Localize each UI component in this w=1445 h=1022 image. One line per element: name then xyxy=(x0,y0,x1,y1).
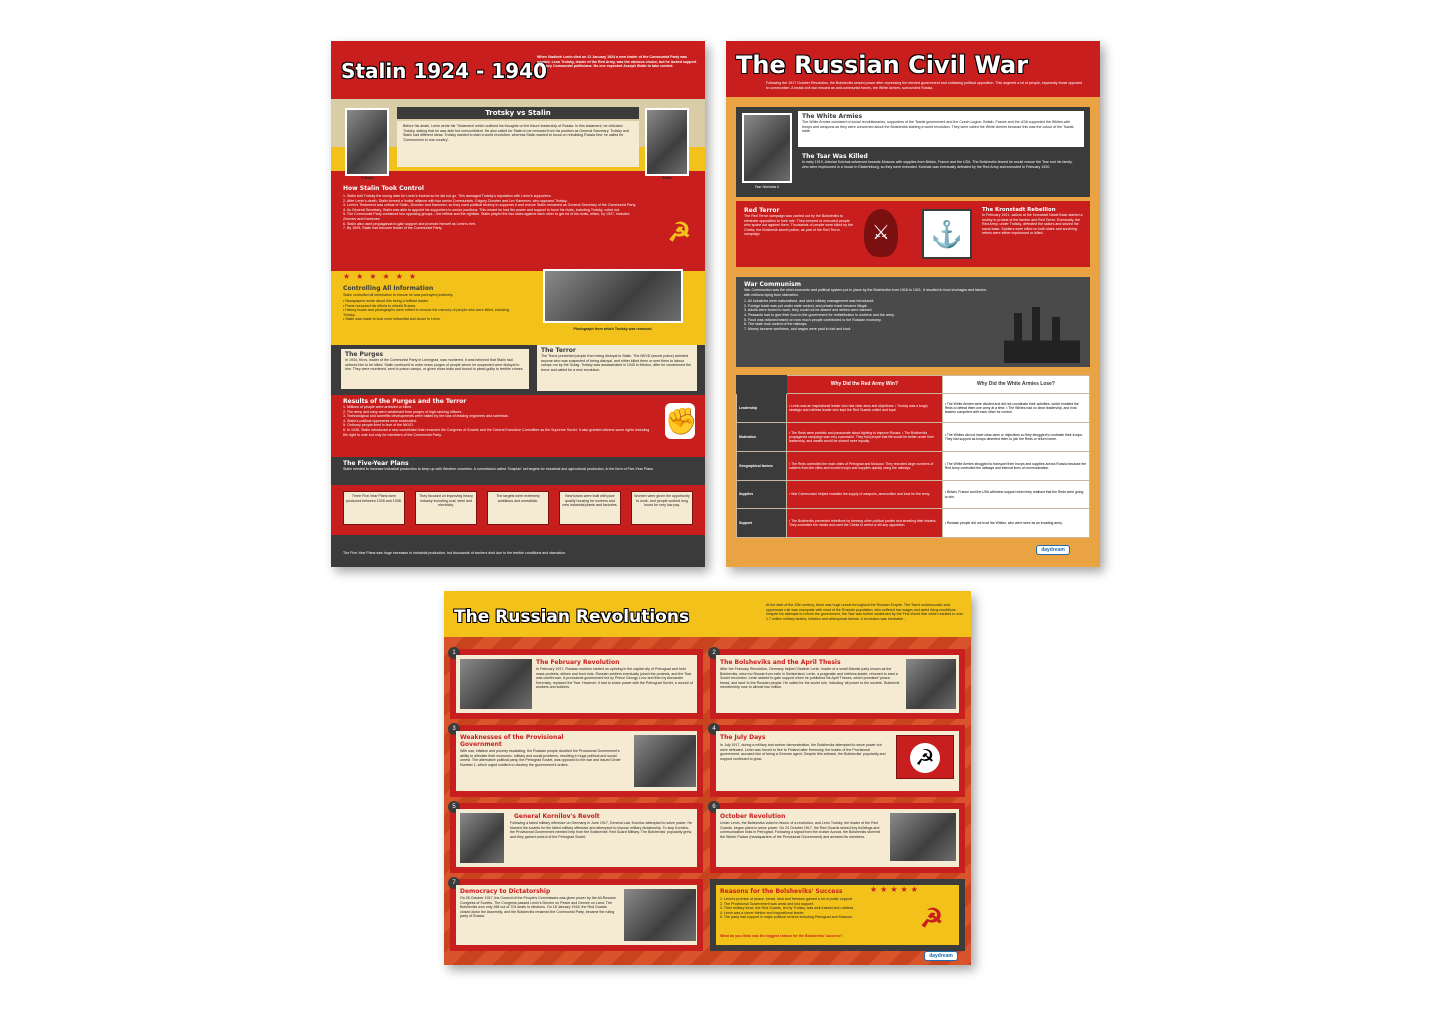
fyp-card-text: The targets were extremely ambitious and unrealistic. xyxy=(496,494,540,503)
results-item: 6. In 1936, Stalin introduced a new constitution that renamed the Congress of Soviets and the Central Executive Committee as the Supreme Soviet. It also granted citizens some rights including the right to vote but only for members of the Communist Party. xyxy=(343,427,650,437)
stalin-intro: When Vladimir Lenin died on 21 January 1924 a new leader of the Communist Party was needed. Leon Trotsky, leader of the Red Army, was the obvious choice, but he lacked support from key Communist politicians. No one expected Joseph Stalin to take control. xyxy=(537,55,697,69)
tsar-card xyxy=(798,151,1084,193)
why-table xyxy=(736,375,1090,538)
kronstadt-poster-icon: ⚓ xyxy=(922,209,972,259)
section-number-badge: 5 xyxy=(448,801,460,813)
table-head-red: Why Did the Red Army Win? xyxy=(787,376,943,394)
rev-section-6 xyxy=(710,803,965,873)
kr-text: In February 1921, sailors at the Kronstadt Naval Base started a mutiny in protest of the famine and Red Terror. Eventually, the Red Army, under Trotsky, defeated the sailors and seized the naval base. Soldiers were killed on both sides and surviving rebels were either imprisoned or killed. xyxy=(982,213,1083,236)
reasons-question: What do you think was the biggest reason for the Bolsheviks' success? xyxy=(720,934,843,938)
table-cell-white: • The White Armies struggled to transport their troops and supplies across Russia because the Red Army controlled the railways and internal lines of communication. xyxy=(942,452,1089,481)
rev-heading-2: The Bolsheviks and the April Thesis xyxy=(720,659,841,666)
fyp-section xyxy=(331,457,705,567)
war-communism-section xyxy=(736,277,1090,367)
raised-fist-icon: ✊ xyxy=(665,403,695,439)
section-number-badge: 1 xyxy=(448,647,460,659)
rev-header xyxy=(444,591,971,637)
section-number-badge: 7 xyxy=(448,877,460,889)
kronstadt-card xyxy=(980,205,1086,263)
red-terror-card xyxy=(742,205,858,263)
wc-item: 6. The state took control of the railways. xyxy=(744,322,808,327)
fyp-card xyxy=(559,491,621,525)
rev-heading-4: The July Days xyxy=(720,734,766,741)
lenin-photo xyxy=(906,659,956,709)
tvs-heading: Trotsky vs Stalin xyxy=(485,109,551,117)
table-cell-white: • The Whites did not have clear aims or objectives so they struggled to motivate their troops. They lost support as troops deserted them to join the Reds or return home. xyxy=(942,423,1089,452)
kr-heading: The Kronstadt Rebellion xyxy=(982,207,1056,213)
results-item: 5. Ordinary people lived in fear of the NKVD. xyxy=(343,423,414,428)
cai-section xyxy=(331,271,705,345)
results-section xyxy=(331,395,705,457)
civilwar-header xyxy=(726,41,1100,97)
rev-heading-5: General Kornilov's Revolt xyxy=(514,813,600,820)
rev-heading-6: October Revolution xyxy=(720,813,786,820)
hammer-sickle-icon: ☭ xyxy=(920,903,944,933)
results-item: 1. Millions of people were arrested or killed. xyxy=(343,405,413,409)
table-row-label: Leadership xyxy=(737,394,787,423)
reasons-item: 4. Lenin was a clever thinker and inspirational leader. xyxy=(720,910,805,915)
table-cell-red: • War Communism helped maintain the supply of weapons, ammunition and food for the army. xyxy=(787,481,943,509)
table-row xyxy=(737,452,1090,481)
table-cell-red: • The Reds controlled the main cities of Petrograd and Moscow. They recruited large numbers of soldiers from the cities and moved troops and supplies quickly using the railways. xyxy=(787,452,943,481)
rev-intro: At the start of the 20th century, there was huge unrest throughout the Russian Empire. The Tsar's undemocratic and oppressive rule was unpopular with most of the Russian population, who suffered low wages and awful living conditions. Despite his attempts to reform the government, the Tsar was further weakened by the First World War which resulted in over 1.7 million military deaths, inflation and widespread famine. A revolution was inevitable... xyxy=(766,603,964,621)
why-table-wrap xyxy=(736,375,1090,541)
fyp-card xyxy=(631,491,693,525)
table-row-label: Support xyxy=(737,509,787,538)
results-item: 3. Technological and scientific developments were halted by the loss of leading engineers and scientists. xyxy=(343,414,509,419)
results-list xyxy=(343,405,653,437)
fyp-card xyxy=(487,491,549,525)
february-photo xyxy=(460,659,532,709)
how-item: 6. Stalin also used propaganda to gain support and promote himself as Lenin's heir. xyxy=(343,221,476,226)
fyp-card xyxy=(415,491,477,525)
how-heading: How Stalin Took Control xyxy=(343,185,424,192)
table-cell-white: • The White Armies were divided and did not coordinate their activities, which enabled the Reds to defeat them one army at a time. • The Whites had no clear leadership, and rival leaders competed with each other for control. xyxy=(942,394,1089,423)
cai-list xyxy=(343,299,513,322)
how-section xyxy=(331,181,705,271)
table-row xyxy=(737,481,1090,509)
rev-heading-7: Democracy to Dictatorship xyxy=(460,888,551,895)
rev-text-1: In February 1917, Russian workers started an uprising in the capital city of Petrograd and held mass protests, strikes and food riots. Russian soldiers eventually joined the protests, and the Tsar was overthrown. A provisional government led by Prince Georgy Lvov and then by Alexander Kerensky, replaced the Tsar. However, it had to share power with the Petrograd Soviet, a council of workers and soldiers. xyxy=(536,667,693,690)
fyp-card-text: Three Five-Year Plans were produced between 1928 and 1938. xyxy=(346,494,402,503)
rt-heading: Red Terror xyxy=(744,207,780,214)
stalin-header xyxy=(331,41,705,99)
wc-item: 2. Foreign trade was put under state control, and private trade became illegal. xyxy=(744,303,868,308)
tsar-caption: Tsar Nicholas II xyxy=(754,185,780,189)
table-cell-red: • The Reds were patriotic and passionate about fighting to improve Russia. • The Bolsheviks propaganda campaign was very successful. They told people that life would be better under their leadership, and wealth would be shared more equally. xyxy=(787,423,943,452)
section-number-badge: 4 xyxy=(708,723,720,735)
purges-card xyxy=(341,349,529,389)
stars-icon: ★★★★★★ xyxy=(343,272,423,281)
daydream-logo: daydream xyxy=(924,951,958,961)
how-item: 3. Lenin's Testament was critical of Stalin, Zinoviev and Kamenev, so they used political trickery to suppress it and ensure Stalin remained as General Secretary of the Communist Party. xyxy=(343,203,637,208)
table-cell-white: • Britain, France and the USA withdrew support when they realised that the Reds were going to win. xyxy=(942,481,1089,509)
fyp-cards xyxy=(343,491,693,531)
hammer-sickle-icon: ☭ xyxy=(910,743,940,773)
chimney-icon xyxy=(1052,317,1060,343)
how-list xyxy=(343,194,643,231)
rev-text-2: After the February Revolution, Germany helped Vladimir Lenin, leader of a small Marxist party known as the Bolsheviks, return to Russia from exile in Switzerland. Lenin, a pragmatic and ruthless leader, returned to start a Soviet revolution. Lenin started to gain support when he published his April Theses, which promised 'peace, bread, and land' to the Russian people. He called for the soviet rule, including 'all power to the soviets'. Bolshevik membership rose to almost two million. xyxy=(720,667,900,690)
lenin-soldiers-photo xyxy=(634,735,696,787)
table-row xyxy=(737,394,1090,423)
daydream-logo: daydream xyxy=(1036,545,1070,555)
civilwar-title: The Russian Civil War xyxy=(736,51,1029,79)
fyp-card xyxy=(343,491,405,525)
results-heading: Results of the Purges and the Terror xyxy=(343,398,467,405)
how-item: 2. After Lenin's death, Stalin formed a 'troika' alliance with two senior Communists, Grigory Zinoviev and Lev Kamenev, who opposed Trotsky. xyxy=(343,198,568,203)
tvs-card xyxy=(397,121,639,167)
terror-kronstadt-band xyxy=(736,201,1090,267)
section-number-badge: 3 xyxy=(448,723,460,735)
stalin-caption: Stalin xyxy=(662,176,672,180)
cai-item: • History books and photographs were edited to remove the memory of people who were killed, including Trotsky. xyxy=(343,308,510,317)
wc-item: 3. Adults were forced to work, they could not be absent and strikes were banned. xyxy=(744,308,873,313)
rev-heading-1: The February Revolution xyxy=(536,659,620,666)
how-item: 7. By 1929, Stalin had become leader of the Communist Party. xyxy=(343,226,443,231)
wc-item: 7. Money became worthless, and wages were paid in fuel and food. xyxy=(744,326,852,331)
table-row-label: Geographical factors xyxy=(737,452,787,481)
stars-icon: ★★★★★ xyxy=(870,885,921,894)
rev-section-5 xyxy=(450,803,703,873)
trotsky-photo xyxy=(345,108,389,176)
table-head-white: Why Did the White Armies Lose? xyxy=(942,376,1089,394)
section-number-badge: 6 xyxy=(708,801,720,813)
table-row xyxy=(737,509,1090,538)
red-guard-photo xyxy=(624,889,696,941)
tsar-text: In early 1919, Admiral Kolchak advanced towards Moscow with supplies from Britain, France and the USA. The Bolsheviks feared he would rescue the Tsar and his family, who were imprisoned in a house in Ekaterinburg, so they were executed. Kolchak was eventually defeated by the Red Army and executed in February 1920. xyxy=(802,160,1073,169)
factory-silhouette-icon xyxy=(1004,307,1080,363)
tvs-heading-bar xyxy=(397,107,639,119)
wc-item: 1. All industries were nationalised, and strict military management was introduced. xyxy=(744,299,875,304)
results-item: 4. Stalin's political opponents were eradicated. xyxy=(343,418,417,423)
fyp-card-text: They focused on improving heavy industry including coal, steel and electricity. xyxy=(419,494,473,508)
how-item: 1. Stalin told Trotsky the wrong date for Lenin's funeral so he did not go. This damaged Trotsky's reputation with Lenin's supporters. xyxy=(343,194,552,198)
table-cell-white: • Russian people did not trust the Whites, who were seen as an invading army. xyxy=(942,509,1089,538)
fyp-card-text: Women were given the opportunity to work, and people worked long hours for very low pay. xyxy=(634,494,690,508)
bolshevik-flag-icon xyxy=(896,735,954,779)
how-item: 5. The Communist Party contained two opposing groups – the leftists and the rightists. Stalin played the two sides against each other to get rid of his rivals, which, by 1927, included Zinoviev and Kamenev. xyxy=(343,212,630,221)
rev-text-7: On 26 October 1917, the Council of the People's Commissars was given power by the All-Russian Congress of Soviets. The Congress passed Lenin's Decree on Peace and Decree on Land. The Bolsheviks won only 168 out of 703 seats in elections. On 18 January 1918, the Red Guards closed down the Assembly, and the Bolsheviks renamed the Communist Party, became the ruling party of Russia. xyxy=(460,896,616,919)
wc-item: 4. Peasants had to give their food to the government for redistribution to workers and the army. xyxy=(744,312,895,317)
rev-section-4 xyxy=(710,725,965,797)
wc-list xyxy=(744,299,994,331)
rev-title: The Russian Revolutions xyxy=(454,607,690,627)
stalin-title: Stalin 1924 - 1940 xyxy=(341,59,547,83)
section-number-badge: 2 xyxy=(708,647,720,659)
cai-item: • Newspapers wrote about him being a brilliant leader. xyxy=(343,299,429,303)
reasons-item: 5. The party had support in major political centres including Petrograd and Moscow. xyxy=(720,915,853,920)
table-row xyxy=(737,423,1090,452)
rev-section-7 xyxy=(450,879,703,951)
tvs-text: Before his death, Lenin wrote his 'Testament' which outlined his thoughts on the future leadership of Russia. In this testament, he criticised Trotsky, stating that he was able but overconfident. He also called for Stalin to be removed from his position as General Secretary. Trotsky and Stalin had different ideas. Trotsky wanted to start a world revolution, whereas Stalin wanted to focus on rebuilding Russia first; he called for 'Communism in one country'. xyxy=(403,124,629,142)
rev-section-2 xyxy=(710,649,965,719)
fyp-text: Stalin needed to increase industrial production to keep up with Western countries. A commission called 'Gosplan' set targets for industrial and agricultural production, in the form of Five-Year Plans. xyxy=(343,467,654,471)
poster-civil-war xyxy=(726,41,1100,567)
rev-text-4: In July 1917, during a military and worker demonstration, the Bolsheviks attempted to seize power but were defeated. Lenin was forced to flee to Finland after Kerensky, the leader of the Provisional government, accused him of being a German agent. Despite this setback, the Bolsheviks' popularity and support continued to grow. xyxy=(720,743,886,761)
table-row-label: Motivation xyxy=(737,423,787,452)
cai-intro: Stalin controlled all information to ensure he was portrayed positively. xyxy=(343,293,453,297)
stalin-photo xyxy=(645,108,689,176)
tsar-photo xyxy=(742,113,792,183)
purges-heading: The Purges xyxy=(345,351,384,358)
reasons-item: 3. Their military force, the Red Guards, led by Trotsky, was well-trained and ruthless. xyxy=(720,906,855,911)
stalin-footer: The Five-Year Plans saw huge increases in industrial production, but thousands of workers died due to the terrible conditions and starvation. xyxy=(343,551,566,555)
reasons-list xyxy=(720,897,916,920)
reasons-heading: Reasons for the Bolsheviks' Success xyxy=(720,888,843,895)
tsar-heading: The Tsar Was Killed xyxy=(802,153,868,160)
table-cell-red: • The Bolsheviks prevented rebellions by banning other political parties and arresting their leaders. They controlled the media and used the Cheka to arrest or kill any opposition. xyxy=(787,509,943,538)
rev-text-3: With war, inflation and poverty escalating, the Russian people doubted the Provisional Government's ability to alleviate their economic, military and social problems, resulting in huge political and social unrest. The alternative political party, the Petrograd Soviet, was opposed to the war and issued Order Number 1, which urged soldiers to disobey the government's orders. xyxy=(460,749,621,767)
table-row-label: Supplies xyxy=(737,481,787,509)
terror-text: The Terror prevented people from being disloyal to Stalin. The NKVD (secret police) arrested anyone who was suspected of being disloyal, and either killed them or sent them to labour camps run by the Gulag. Trotsky was assassinated in 1940 in Mexico, after he condemned the terror and called for a new revolution. xyxy=(541,354,692,372)
table-cell-red: • Lenin was an inspirational leader who had clear aims and objectives. • Trotsky was a tough, strategic and ruthless leader who kept the Red Guards united and loyal. xyxy=(787,394,943,423)
wc-intro: War Communism was the strict economic and political system put in place by the Bolsheviks from 1918 to 1921. It resulted in food shortages and famine, with millions dying from starvation. xyxy=(744,288,987,297)
cai-item: • Stalin was made to look more influential and closer to Lenin. xyxy=(343,317,441,322)
rev-heading-3: Weaknesses of the Provisional Government xyxy=(460,734,564,748)
reasons-section xyxy=(710,879,965,951)
edited-photo xyxy=(543,269,683,323)
cheka-emblem-icon: ⚔ xyxy=(864,209,898,257)
results-item: 2. The army and navy were weakened from purges of high-ranking officers. xyxy=(343,409,463,414)
rev-text-5: Following a failed military offensive on Germany in June 1917, General Lavr Kornilov attempted to seize power. He blamed the soviets for the failed military offensive and attempted to impose military dictatorship. To stop Kornilov, the Provisional Government needed help from the Bolsheviks' Red Guard Military. The Bolsheviks' popularity grew, and they gained control of the Petrograd Soviet. xyxy=(510,821,693,839)
edited-photo-caption: Photograph from which Trotsky was removed. xyxy=(573,327,653,331)
fyp-heading: The Five-Year Plans xyxy=(343,460,409,467)
terror-card xyxy=(537,345,697,391)
rev-section-3 xyxy=(450,725,703,797)
civilwar-intro: Following the 1917 October Revolution, the Bolsheviks seized power after repressing the elected government and outlawing political opposition. This angered a lot of people, especially those opposed to communism. A brutal civil war ensued as anti-communist forces, the White Armies, surrounded Russia. xyxy=(766,81,1083,90)
cai-heading: Controlling All Information xyxy=(343,285,434,292)
reasons-item: 2. The Provisional Government was weak and lost support. xyxy=(720,901,814,906)
poster-revolutions xyxy=(444,591,971,965)
trotsky-caption: Trotsky xyxy=(360,176,374,180)
how-item: 4. As General Secretary, Stalin was able to appoint his supporters to senior positions. This meant he had the power and support to force his rivals, including Trotsky, voted out. xyxy=(343,207,621,212)
cai-item: • Poets honoured his efforts to rebuild Russia. xyxy=(343,303,416,308)
kornilov-photo xyxy=(460,813,504,863)
fyp-card-text: New towns were built with poor quality housing for workers and new industrial plants and factories. xyxy=(562,494,618,508)
rt-text: The Red Terror campaign was carried out by the Bolsheviks to eliminate opposition to their rule. They tortured or executed people who spoke out against them. Thousands of people were killed by the Cheka, the Bolshevik secret police, as part of the Red Terror campaign. xyxy=(744,214,854,237)
poster-stalin xyxy=(331,41,705,567)
wa-card xyxy=(798,111,1084,147)
rev-section-1 xyxy=(450,649,703,719)
wa-text: The White Armies consisted of social revolutionaries, supporters of the Tsarist government and the Czech Legion. Britain, France and the USA supported the Whites with troops and weapons as they were concerned about the Bolsheviks starting a world revolution. They were called the White Armies because this was the colour of the Tsarist state. xyxy=(802,120,1074,134)
chimney-icon xyxy=(1032,307,1040,343)
table-corner xyxy=(737,376,787,394)
white-armies-section xyxy=(736,107,1090,197)
terror-heading: The Terror xyxy=(541,347,576,354)
wc-item: 5. Food was rationed based on how much people contributed to the Russian economy. xyxy=(744,317,882,322)
reasons-item: 1. Lenin's promise of peace, bread, land and freedom gained a lot of public support. xyxy=(720,897,853,901)
chimney-icon xyxy=(1014,313,1022,343)
hammer-sickle-icon: ☭ xyxy=(667,217,691,247)
aurora-photo xyxy=(890,813,956,861)
purges-text: In 1934, Kirov, leader of the Communist Party in Leningrad, was murdered. It was believed that Stalin had ordered him to be killed. Stalin continued to order mass purges of people whom he suspected were disloyal to him. They were murdered, sent to prison camps, or given show trials and forced to plead guilty to terrible crimes. xyxy=(345,358,524,372)
wc-heading: War Communism xyxy=(744,281,801,288)
wa-heading: The White Armies xyxy=(802,113,863,120)
rev-text-6: Under Lenin, the Bolsheviks voted in favour of a revolution, and Leon Trotsky, the leader of the Red Guards, began plans to seize power. On 24 October 1917, the Red Guards seized key buildings and communication links in Petrograd. Following a signal from the cruiser Aurora, the Bolsheviks stormed the Winter Palace (headquarters of the Provisional Government) and arrested its members. xyxy=(720,821,881,839)
